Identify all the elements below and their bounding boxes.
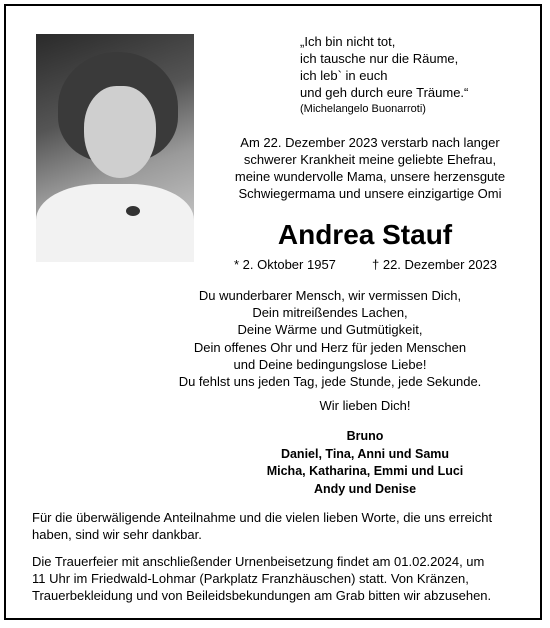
portrait-photo: [36, 34, 194, 262]
poem-line: und Deine bedingungslose Liebe!: [233, 356, 427, 372]
intro-text: [200, 134, 540, 202]
intro-line: Schwiegermama und unsere einzigartige Omi: [238, 186, 502, 201]
family-line: Andy und Denise: [313, 481, 417, 496]
poem-line: Deine Wärme und Gutmütigkeit,: [237, 322, 423, 338]
funeral-line: 11 Uhr im Friedwald-Lohmar (Parkplatz Franzhäuschen) statt. Von Kränzen,: [32, 571, 469, 586]
quote-line: ich leb` in euch: [300, 68, 388, 83]
portrait-pendant: [126, 206, 140, 216]
death-date: † 22. Dezember 2023: [372, 257, 498, 272]
intro-line: Am 22. Dezember 2023 verstarb nach langer: [240, 135, 500, 150]
thanks-line: haben, sind wir sehr dankbar.: [32, 527, 202, 542]
thanks-paragraph: [32, 509, 522, 543]
intro-line: meine wundervolle Mama, unsere herzensgute: [234, 169, 506, 184]
poem-line: Dein offenes Ohr und Herz für jeden Menschen: [193, 339, 467, 355]
poem-text: [150, 287, 510, 390]
family-line: Daniel, Tina, Anni und Samu: [280, 446, 450, 461]
poem-line: Du wunderbarer Mensch, wir vermissen Dich,: [198, 288, 462, 303]
funeral-line: Trauerbekleidung und von Beileidsbekundungen am Grab bitten wir abzusehen.: [32, 588, 492, 603]
quote-line: und geh durch eure Träume.“: [300, 85, 469, 100]
family-line: Bruno: [346, 429, 384, 443]
quote-line: ich tausche nur die Räume,: [300, 51, 459, 66]
love-line: Wir lieben Dich!: [319, 398, 411, 413]
thanks-line: Für die überwäligende Anteilnahme und die vielen lieben Worte, die uns erreicht: [32, 510, 493, 525]
family-line: Micha, Katharina, Emmi und Luci: [266, 464, 464, 478]
portrait-face: [84, 86, 156, 178]
intro-line: schwerer Krankheit meine geliebte Ehefrau,: [243, 152, 497, 167]
quote-author: (Michelangelo Buonarroti): [300, 103, 426, 115]
family-names: [200, 428, 530, 498]
deceased-name: Andrea Stauf: [277, 219, 453, 250]
poem-line: Dein mitreißendes Lachen,: [252, 305, 408, 321]
quote-block: [300, 33, 540, 116]
funeral-paragraph: [32, 553, 522, 604]
quote-line: „Ich bin nicht tot,: [300, 34, 396, 49]
poem-line: Du fehlst uns jeden Tag, jede Stunde, jede Sekunde.: [178, 374, 482, 390]
funeral-line: Die Trauerfeier mit anschließender Urnenbeisetzung findet am 01.02.2024, um: [32, 554, 485, 569]
birth-date: * 2. Oktober 1957: [234, 257, 336, 272]
portrait-shirt: [36, 184, 194, 262]
